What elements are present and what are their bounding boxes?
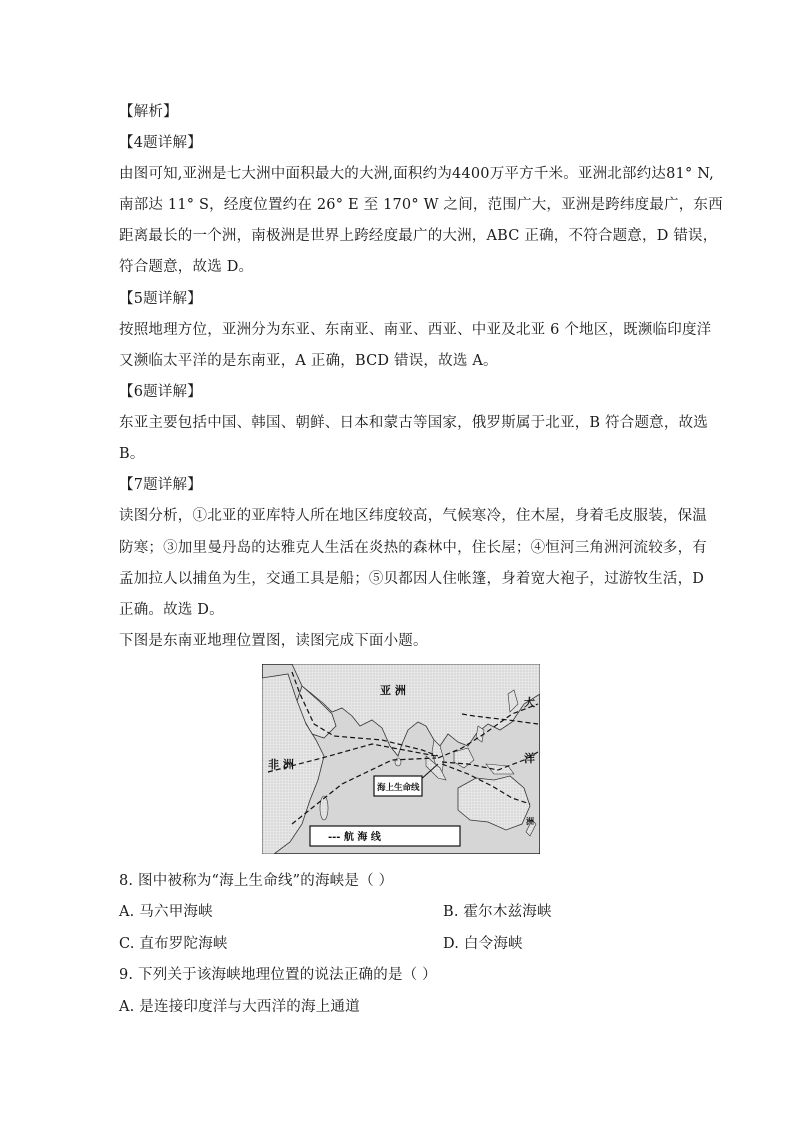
section-heading-analysis: 【解析】 [119, 104, 178, 120]
label-pacific-3: 洲 [526, 817, 534, 826]
section-heading-q6: 【6题详解】 [119, 384, 202, 400]
paragraph-line: 距离最长的一个洲，南极洲是世界上跨经度最广的大洲，ABC 正确，不符合题意，D 错误， [119, 228, 718, 244]
question-9-option-a: A. 是连接印度洋与大西洋的海上通道 [119, 999, 360, 1015]
paragraph-line: 又濒临太平洋的是东南亚，A 正确，BCD 错误，故选 A。 [119, 353, 498, 369]
paragraph-line: B。 [119, 446, 145, 462]
intro-line: 下图是东南亚地理位置图，读图完成下面小题。 [119, 633, 428, 649]
paragraph-line: 由图可知,亚洲是七大洲中面积最大的大洲,面积约为4400万平方千米。亚洲北部约达81° N, [119, 166, 714, 182]
map-figure [262, 664, 540, 854]
madagascar [320, 796, 328, 820]
paragraph-line: 孟加拉人以捕鱼为生，交通工具是船；⑤贝都因人住帐篷，身着宽大袍子，过游牧生活，D [119, 571, 705, 587]
label-africa: 非 洲 [268, 758, 294, 771]
paragraph-line: 正确。故选 D。 [119, 602, 224, 618]
paragraph-line: 东亚主要包括中国、韩国、朝鲜、日本和蒙古等国家，俄罗斯属于北亚，B 符合题意，故选 [119, 415, 708, 431]
question-8-option-a: A. 马六甲海峡 [119, 904, 213, 920]
sri-lanka [395, 758, 401, 766]
southeast-asia-map [262, 664, 540, 854]
label-asia: 亚 洲 [380, 684, 406, 697]
lifeline-label: 海上生命线 [377, 783, 420, 793]
question-8-option-c: C. 直布罗陀海峡 [119, 936, 228, 952]
question-8-option-b: B. 霍尔木兹海峡 [443, 904, 552, 920]
question-8-option-d: D. 白令海峡 [443, 936, 523, 952]
section-heading-q4: 【4题详解】 [119, 135, 202, 151]
section-heading-q5: 【5题详解】 [119, 291, 202, 307]
paragraph-line: 按照地理方位，亚洲分为东亚、东南亚、南亚、西亚、中亚及北亚 6 个地区，既濒临印度洋 [119, 322, 712, 338]
paragraph-line: 符合题意，故选 D。 [119, 259, 254, 275]
paragraph-line: 防寒；③加里曼丹岛的达雅克人生活在炎热的森林中，住长屋；④恒河三角洲河流较多，有 [119, 540, 707, 556]
paragraph-line: 读图分析，①北亚的亚库特人所在地区纬度较高，气候寒冷，住木屋，身着毛皮服装，保温 [119, 508, 707, 524]
question-8-stem: 8. 图中被称为“海上生命线”的海峡是（ ） [119, 873, 394, 889]
section-heading-q7: 【7题详解】 [119, 477, 202, 493]
legend-text: --- 航 海 线 [328, 832, 381, 843]
question-9-stem: 9. 下列关于该海峡地理位置的说法正确的是（ ） [119, 967, 437, 983]
label-pacific-2: 洋 [524, 752, 535, 765]
label-pacific-1: 大 [524, 696, 535, 709]
paragraph-line: 南部达 11° S，经度位置约在 26° E 至 170° W 之间，范围广大，亚洲是跨纬度最广，东西 [119, 197, 723, 213]
